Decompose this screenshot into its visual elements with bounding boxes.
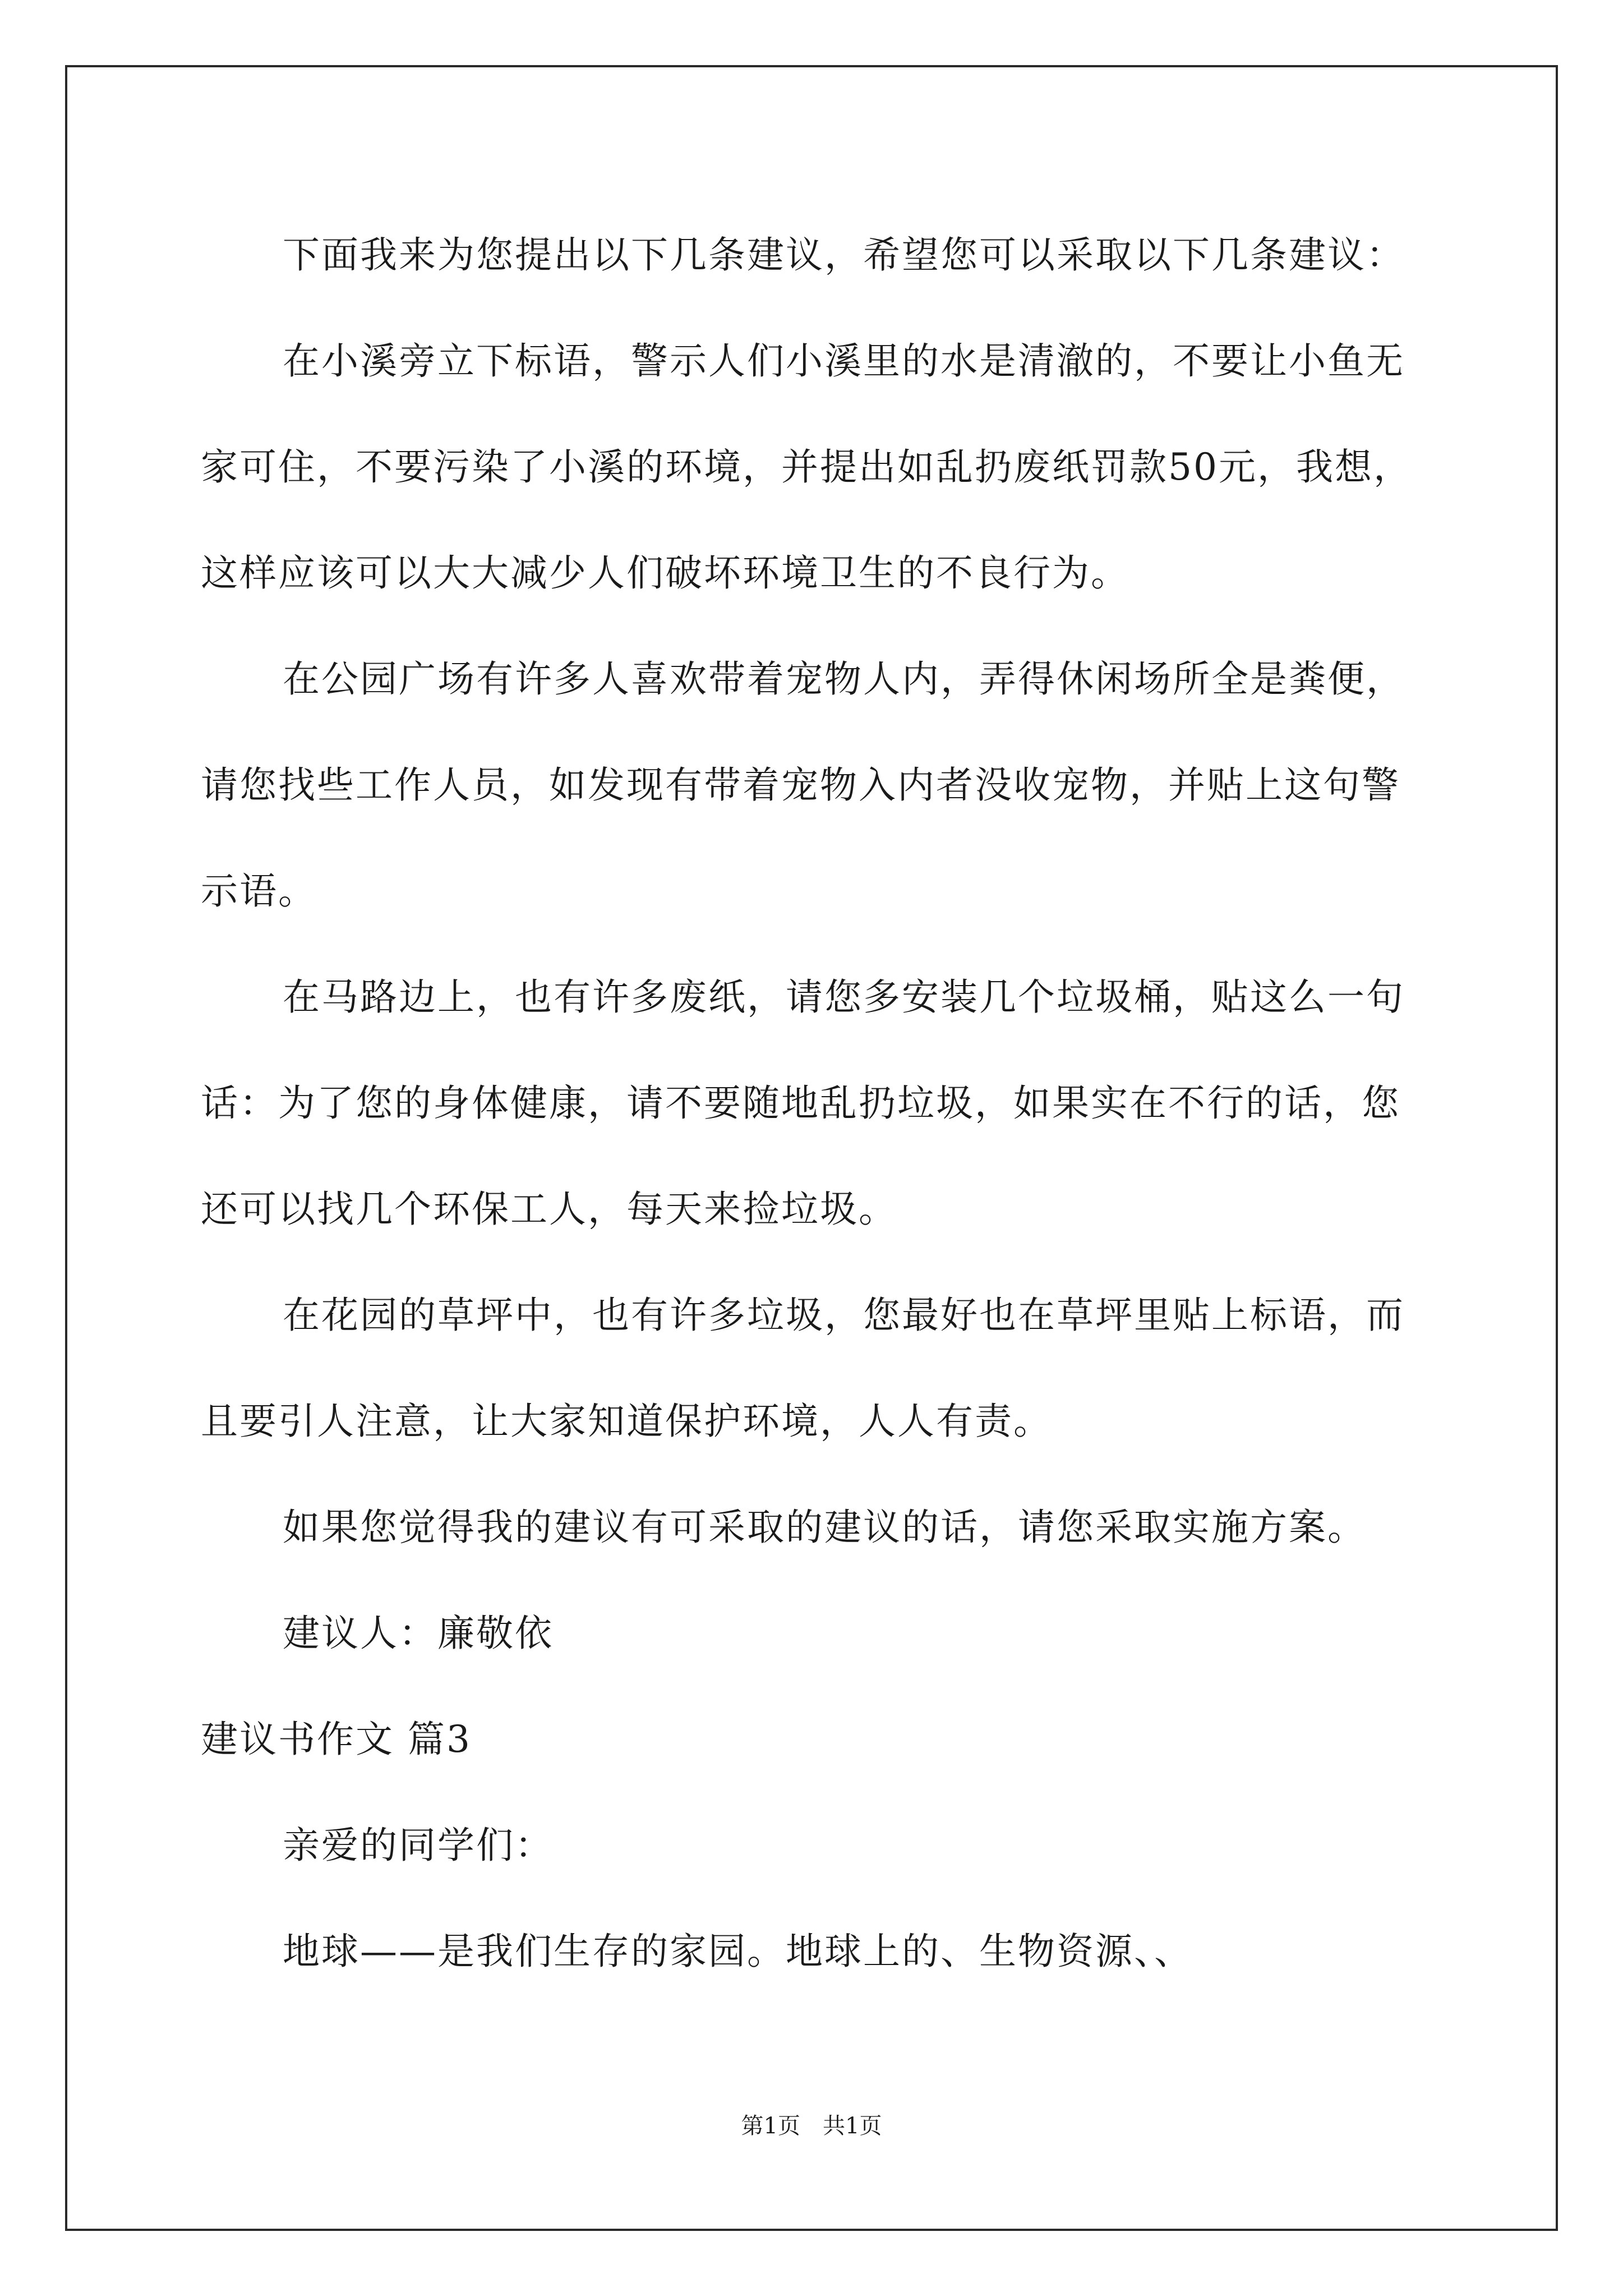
paragraph-park: 在公园广场有许多人喜欢带着宠物人内，弄得休闲场所全是粪便，请您找些工作人员，如发现有带着宠物入内者没收宠物，并贴上这句警示语。 bbox=[201, 657, 1405, 913]
paragraph-earth: 地球——是我们生存的家园。地球上的、生物资源、、 bbox=[283, 1930, 1193, 1973]
section-heading: 建议书作文 篇3 bbox=[201, 1718, 472, 1761]
page-footer bbox=[0, 2108, 1623, 2140]
paragraph-intro: 下面我来为您提出以下几条建议，希望您可以采取以下几条建议： bbox=[283, 233, 1405, 277]
paragraph-greeting: 亲爱的同学们： bbox=[283, 1824, 554, 1867]
page-number-total: 共1页 bbox=[823, 2113, 882, 2139]
paragraph-signature: 建议人：廉敬依 bbox=[283, 1612, 554, 1655]
paragraph-closing: 如果您觉得我的建议有可采取的建议的话，请您采取实施方案。 bbox=[283, 1506, 1366, 1549]
paragraph-road: 在马路边上，也有许多废纸，请您多安装几个垃圾桶，贴这么一句话：为了您的身体健康，请不要随地乱扔垃圾，如果实在不行的话，您还可以找几个环保工人，每天来捡垃圾。 bbox=[201, 976, 1405, 1231]
document-body bbox=[201, 202, 1435, 2004]
paragraph-stream: 在小溪旁立下标语，警示人们小溪里的水是清澈的，不要让小鱼无家可住，不要污染了小溪的环境，并提出如乱扔废纸罚款50元，我想，这样应该可以大大减少人们破坏环境卫生的不良行为。 bbox=[201, 339, 1412, 595]
page-number-current: 第1页 bbox=[741, 2113, 800, 2139]
paragraph-garden: 在花园的草坪中，也有许多垃圾，您最好也在草坪里贴上标语，而且要引人注意，让大家知道保护环境，人人有责。 bbox=[201, 1294, 1405, 1443]
